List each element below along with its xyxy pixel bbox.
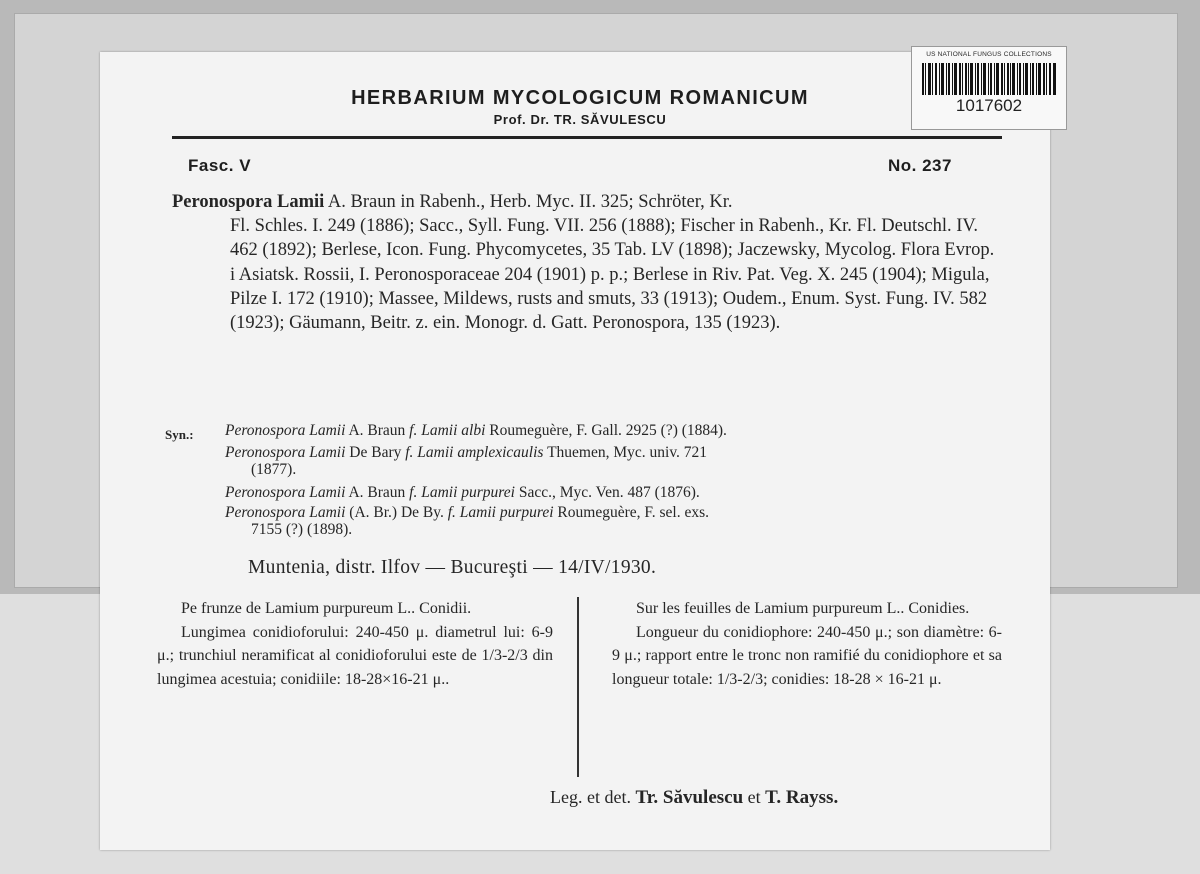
barcode-institution: US NATIONAL FUNGUS COLLECTIONS bbox=[926, 51, 1052, 58]
label-title: HERBARIUM MYCOLOGICUM ROMANICUM bbox=[351, 87, 809, 109]
french-measurements: Longueur du conidiophore: 240-450 μ.; son diamètre: 6-9 μ.; rapport entre le tronc non ramifié du conidiophore et sa longueur totale: 1/3-2/3; conidies: 18-28 × 16-21 μ. bbox=[612, 623, 1002, 688]
romanian-host: Pe frunze de Lamium purpureum L.. Conidii. bbox=[181, 600, 472, 617]
romanian-description bbox=[157, 597, 553, 691]
collector-conj: et bbox=[747, 787, 761, 807]
synonym-form: f. Lamii purpurei bbox=[447, 504, 554, 521]
specimen-number: No. 237 bbox=[888, 156, 952, 175]
collector-name-2: T. Rayss. bbox=[765, 787, 839, 808]
collector-prefix: Leg. et det. bbox=[550, 787, 631, 807]
synonym-name: Peronospora Lamii bbox=[225, 422, 346, 439]
column-divider bbox=[577, 597, 579, 777]
label-subtitle: Prof. Dr. TR. SĂVULESCU bbox=[493, 112, 667, 127]
herbarium-label bbox=[100, 52, 1050, 850]
synonym-name: Peronospora Lamii bbox=[225, 444, 346, 461]
fascicle-number: Fasc. V bbox=[188, 156, 252, 175]
species-name: Peronospora Lamii bbox=[172, 192, 325, 212]
title-rule bbox=[172, 136, 1002, 139]
collector-line bbox=[550, 787, 838, 809]
synonym-cont: (1877). bbox=[251, 461, 297, 478]
romanian-measurements: Lungimea conidioforului: 240-450 μ. diametrul lui: 6-9 μ.; trunchiul neramificat al conidioforului este de 1/3-2/3 din lungimea acestuia; conidiile: 18-28×16-21 μ.. bbox=[157, 623, 553, 688]
citation-first-line: A. Braun in Rabenh., Herb. Myc. II. 325; Schröter, Kr. bbox=[327, 192, 733, 212]
synonym-ref: Sacc., Myc. Ven. 487 (1876). bbox=[518, 484, 700, 501]
citation-rest: Fl. Schles. I. 249 (1886); Sacc., Syll. Fung. VII. 256 (1888); Fischer in Rabenh., Kr. Fl. Deutschl. IV. 462 (1892); Berlese, Icon. Fung. Phycomycetes, 35 Tab. LV (1898); Jaczewsky, Mycolog. Flora Evrop. i Asiatsk. Rossii, I. Peronosporaceae 204 (1901) p. p.; Berlese in Riv. Pat. Veg. X. 245 (1904); Migula, Pilze I. 172 (1910); Massee, Mildews, rusts and smuts, 33 (1913); Oudem., Enum. Syst. Fung. IV. 582 (1923); Gäumann, Beitr. z. ein. Monogr. d. Gatt. Peronospora, 135 (1923). bbox=[230, 216, 995, 334]
synonym-cont: 7155 (?) (1898). bbox=[251, 521, 353, 538]
synonym-form: f. Lamii albi bbox=[409, 422, 486, 439]
synonym-author: De Bary bbox=[349, 444, 402, 461]
citation-body bbox=[172, 214, 1000, 335]
barcode-label bbox=[911, 46, 1067, 130]
synonym-name: Peronospora Lamii bbox=[225, 504, 346, 521]
synonym-entry bbox=[225, 422, 1005, 439]
collector-name-1: Tr. Săvulescu bbox=[635, 787, 744, 808]
collection-locality: Muntenia, distr. Ilfov — Bucureşti — 14/IV/1930. bbox=[248, 557, 657, 578]
barcode-icon bbox=[922, 63, 1056, 95]
synonym-entry bbox=[225, 504, 1005, 538]
french-description bbox=[612, 597, 1002, 691]
synonym-form: f. Lamii purpurei bbox=[409, 484, 515, 501]
synonym-entry bbox=[225, 484, 1005, 501]
synonym-ref: Thuemen, Myc. univ. 721 bbox=[547, 444, 708, 461]
synonym-ref: Roumeguère, F. sel. exs. bbox=[557, 504, 710, 521]
synonym-author: A. Braun bbox=[348, 484, 406, 501]
barcode-number: 1017602 bbox=[955, 96, 1023, 115]
synonym-author: (A. Br.) De By. bbox=[349, 504, 444, 521]
synonym-entry bbox=[225, 444, 1005, 478]
synonym-form: f. Lamii amplexicaulis bbox=[405, 444, 544, 461]
synonym-author: A. Braun bbox=[348, 422, 406, 439]
species-citation bbox=[172, 190, 1000, 335]
french-host: Sur les feuilles de Lamium purpureum L.. Conidies. bbox=[636, 600, 970, 617]
synonym-name: Peronospora Lamii bbox=[225, 484, 346, 501]
synonym-ref: Roumeguère, F. Gall. 2925 (?) (1884). bbox=[489, 422, 727, 439]
synonyms-label: Syn.: bbox=[165, 427, 194, 442]
